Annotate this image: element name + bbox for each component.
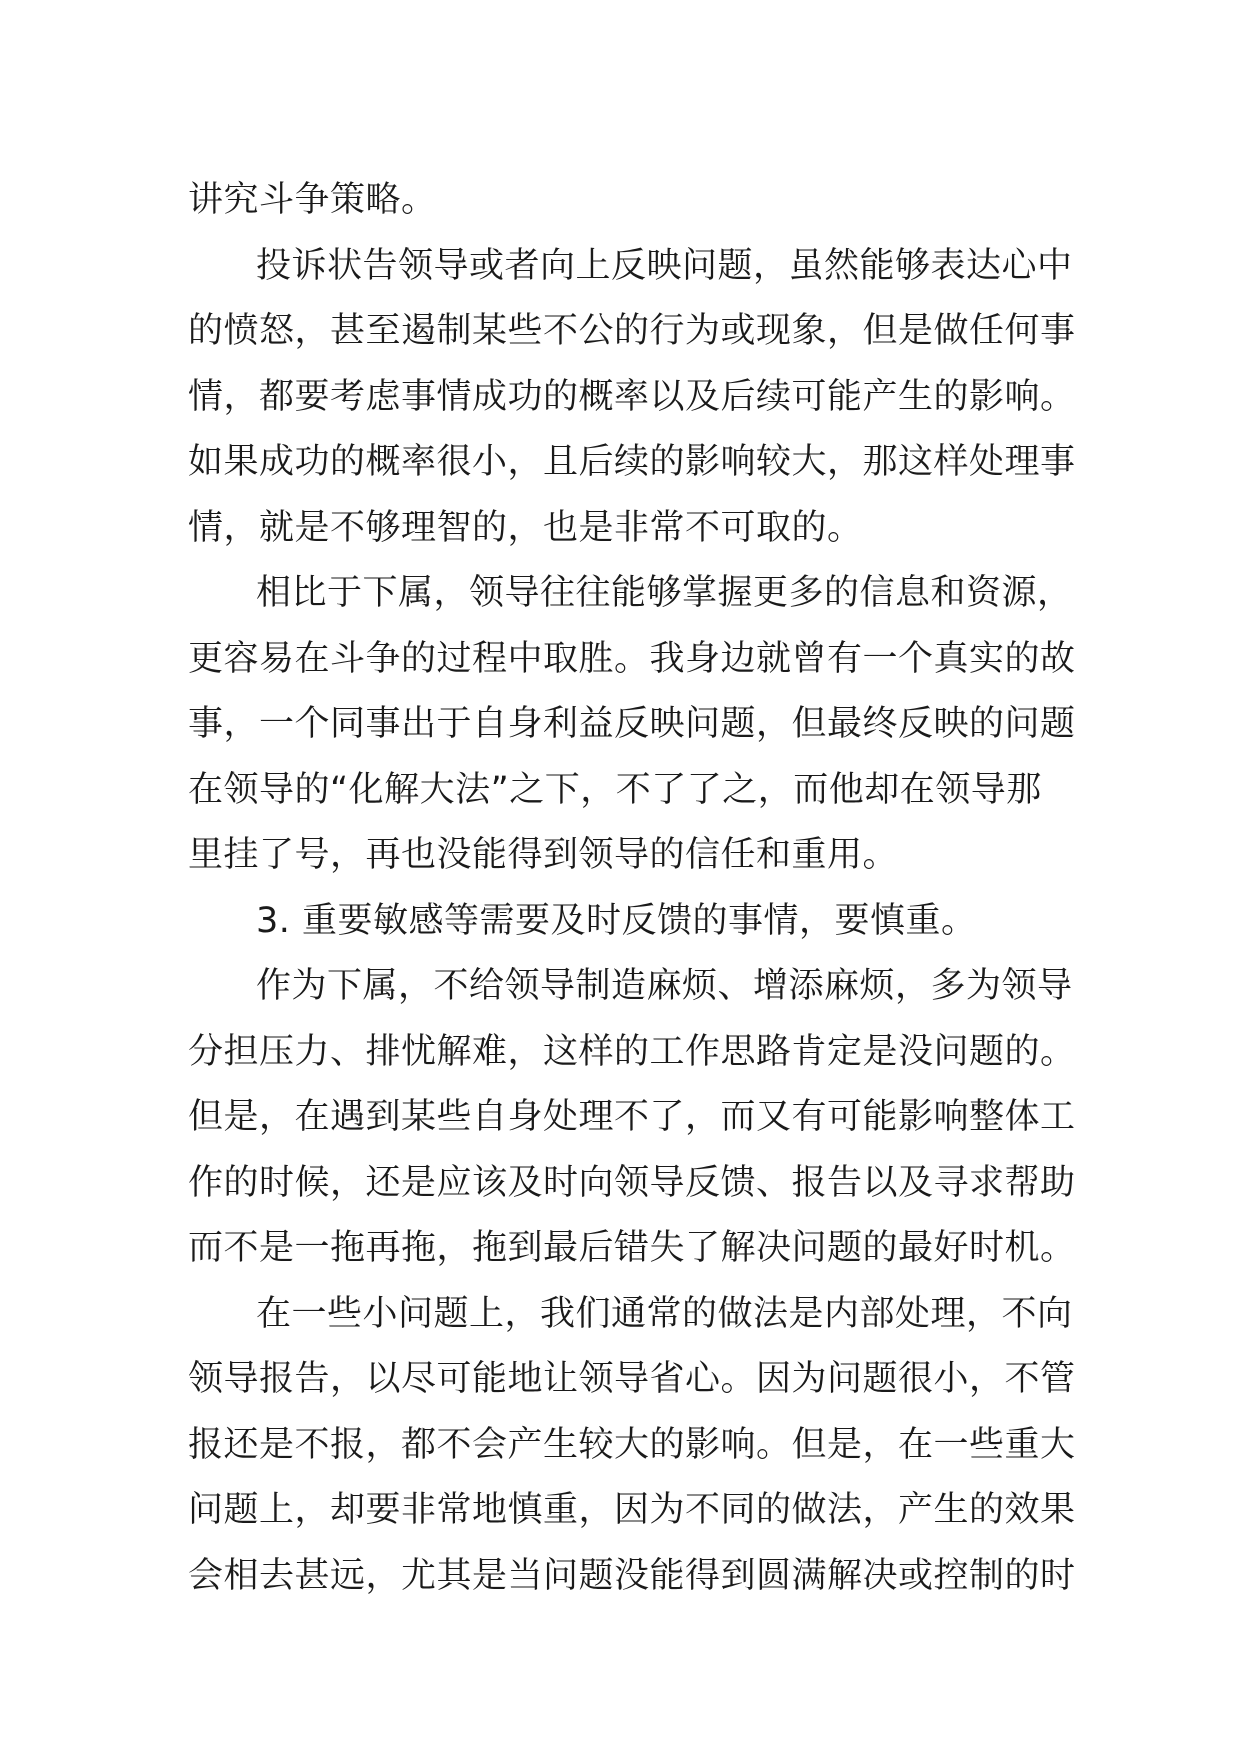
- text-line: 会相去甚远，尤其是当问题没能得到圆满解决或控制的时: [188, 1555, 1076, 1596]
- text-line: 更容易在斗争的过程中取胜。我身边就曾有一个真实的故: [188, 638, 1076, 679]
- text-line: 相比于下属，领导往往能够掌握更多的信息和资源，: [256, 573, 1073, 613]
- text-line: 分担压力、排忧解难，这样的工作思路肯定是没问题的。: [188, 1031, 1076, 1072]
- text-line: 事，一个同事出于自身利益反映问题，但最终反映的问题: [188, 704, 1076, 744]
- text-line: 情，都要考虑事情成功的概率以及后续可能产生的影响。: [188, 376, 1076, 417]
- text-line: 领导报告，以尽可能地让领导省心。因为问题很小，不管: [188, 1359, 1076, 1399]
- text-line: 在一些小问题上，我们通常的做法是内部处理，不向: [256, 1293, 1073, 1334]
- text-line: 报还是不报，都不会产生较大的影响。但是，在一些重大: [188, 1424, 1076, 1465]
- text-line: 的愤怒，甚至遏制某些不公的行为或现象，但是做任何事: [188, 311, 1076, 351]
- text-line: 而不是一拖再拖，拖到最后错失了解决问题的最好时机。: [188, 1228, 1076, 1268]
- text-line: 如果成功的概率很小，且后续的影响较大，那这样处理事: [188, 442, 1076, 482]
- text-line: 讲究斗争策略。: [188, 180, 437, 220]
- section-heading: 3. 重要敏感等需要及时反馈的事情，要慎重。: [256, 900, 977, 941]
- text-line: 作为下属，不给领导制造麻烦、增添麻烦，多为领导: [256, 966, 1073, 1006]
- text-line: 问题上，却要非常地慎重，因为不同的做法，产生的效果: [188, 1490, 1076, 1530]
- text-line: 作的时候，还是应该及时向领导反馈、报告以及寻求帮助: [188, 1162, 1076, 1203]
- text-line: 情，就是不够理智的，也是非常不可取的。: [188, 507, 863, 548]
- text-line: 里挂了号，再也没能得到领导的信任和重用。: [188, 835, 899, 875]
- text-line: 在领导的“化解大法”之下，不了了之，而他却在领导那: [188, 769, 1042, 810]
- text-line: 投诉状告领导或者向上反映问题，虽然能够表达心中: [256, 245, 1073, 286]
- body-text: [188, 168, 1076, 1609]
- text-line: 但是，在遇到某些自身处理不了，而又有可能影响整体工: [188, 1097, 1076, 1137]
